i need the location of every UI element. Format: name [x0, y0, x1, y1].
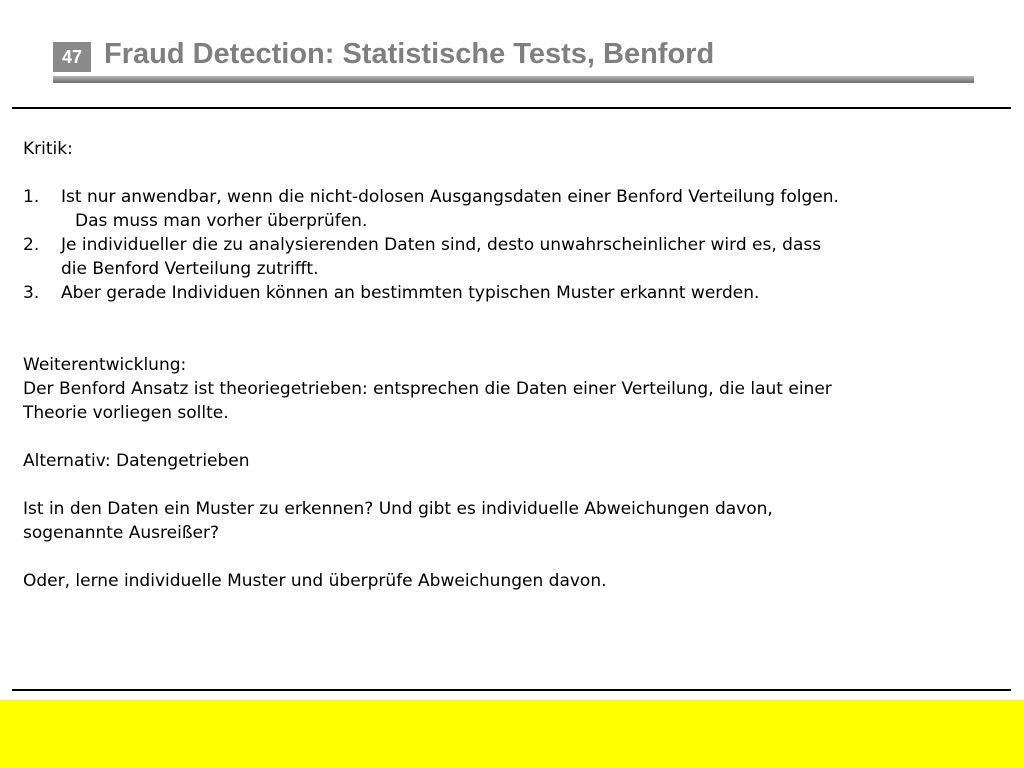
list-item-text: Je individueller die zu analysierenden Daten sind, desto unwahrscheinlicher wird es, dass	[61, 235, 822, 255]
footer-band	[0, 700, 1024, 768]
slide-content	[23, 137, 1003, 593]
list-item	[23, 185, 1003, 233]
weiter-heading: Weiterentwicklung:	[23, 355, 187, 375]
list-item-text: Aber gerade Individuen können an bestimmten typischen Muster erkannt werden.	[61, 283, 760, 303]
list-item-text: Ist nur anwendbar, wenn die nicht-dolosen Ausgangsdaten einer Benford Verteilung folgen.	[61, 187, 839, 207]
closing-text: Oder, lerne individuelle Muster und überprüfe Abweichungen davon.	[23, 571, 607, 591]
list-number: 2.	[23, 235, 40, 255]
list-item	[23, 281, 1003, 305]
list-number: 3.	[23, 283, 40, 303]
body-text: sogenannte Ausreißer?	[23, 523, 220, 543]
body-text: Theorie vorliegen sollte.	[23, 403, 229, 423]
slide-title: Fraud Detection: Statistische Tests, Benford	[104, 38, 715, 70]
alternativ-text: Alternativ: Datengetrieben	[23, 451, 250, 471]
body-text: Der Benford Ansatz ist theoriegetrieben: entsprechen die Daten einer Verteilung, die laut einer	[23, 379, 832, 399]
title-underline-bar	[53, 76, 974, 83]
list-item-text: die Benford Verteilung zutrifft.	[61, 259, 319, 279]
bottom-divider	[12, 689, 1011, 691]
top-divider	[12, 107, 1011, 109]
list-item-text: Das muss man vorher überprüfen.	[75, 211, 368, 231]
slide-number-badge: 47	[53, 42, 91, 72]
body-text: Ist in den Daten ein Muster zu erkennen? Und gibt es individuelle Abweichungen davon,	[23, 499, 773, 519]
list-item	[23, 233, 1003, 281]
list-number: 1.	[23, 187, 40, 207]
kritik-heading: Kritik:	[23, 139, 73, 159]
